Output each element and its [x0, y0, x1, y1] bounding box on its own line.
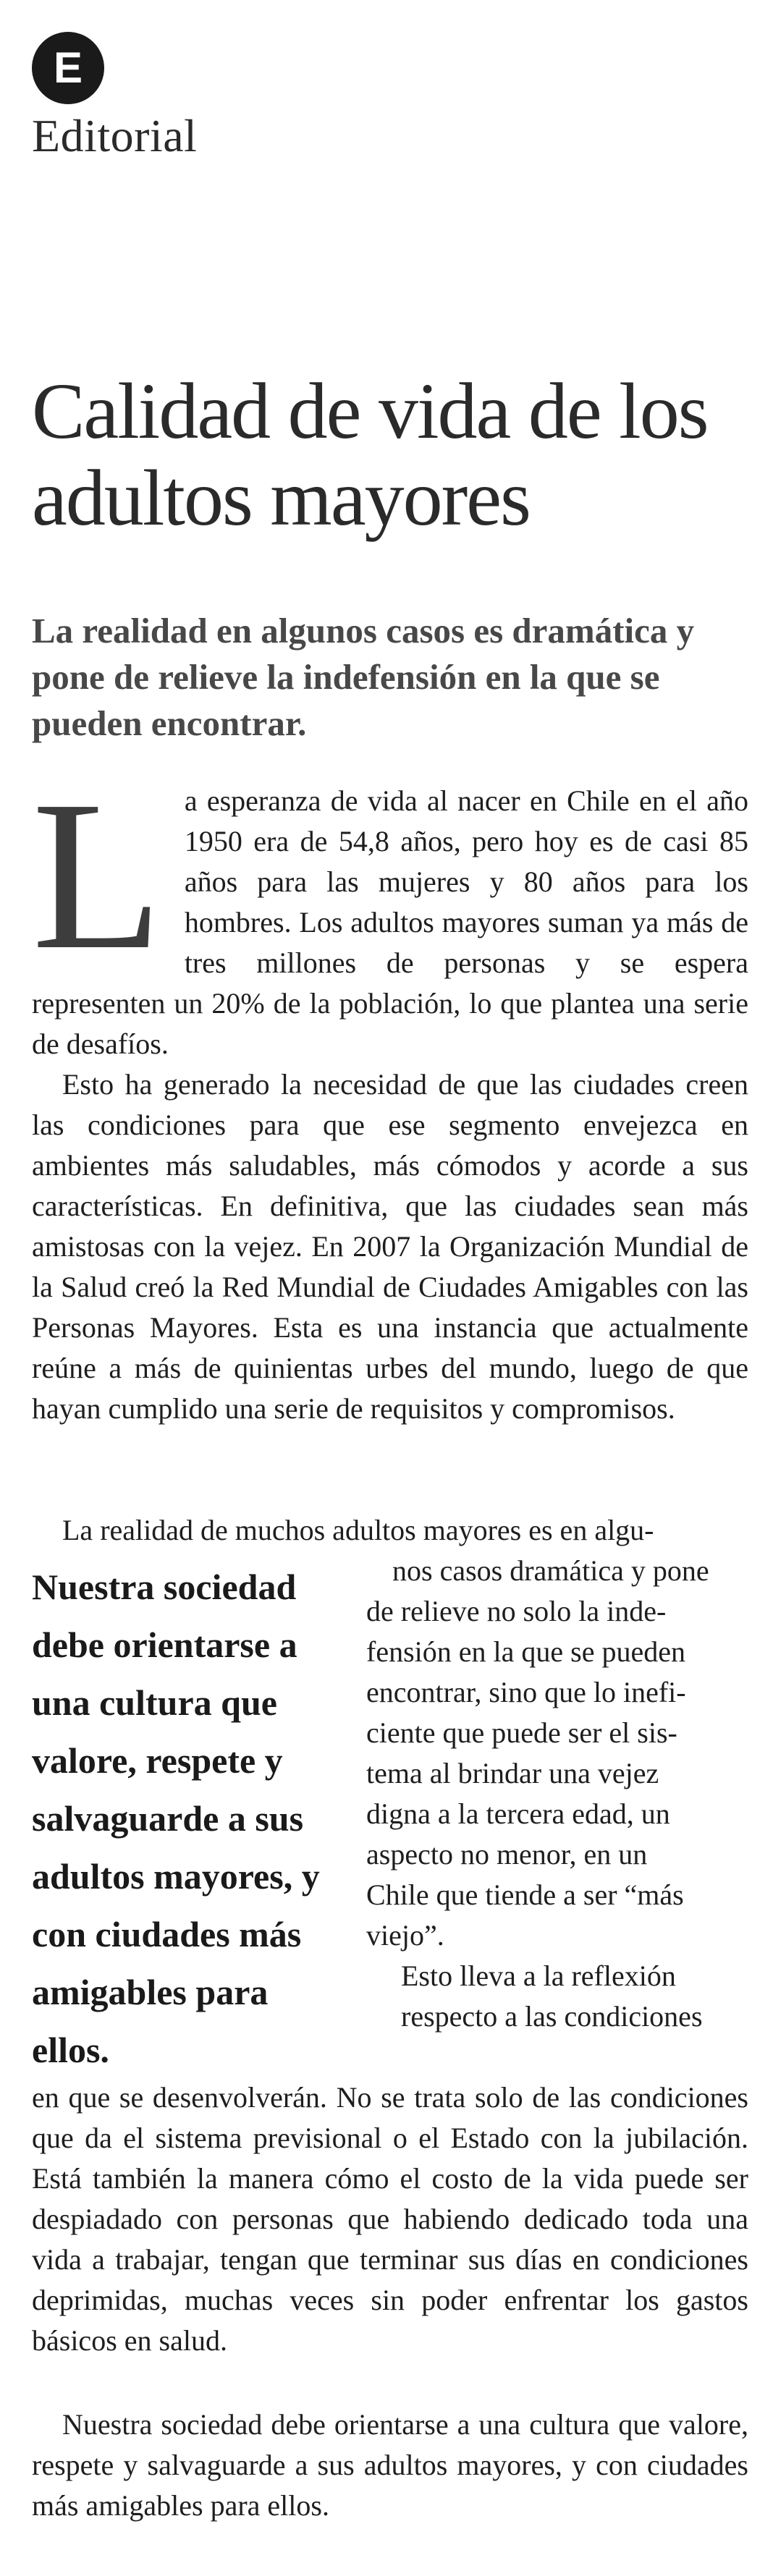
- paragraph-2: Esto ha generado la necesidad de que las ciudades creen las condiciones para que ese segmento envejezca en ambientes más saludables, más cómodos y acorde a sus características. En definitiva, que las ciudades sean más amistosas con la vejez. En 2007 la Organización Mundial de la Salud creó la Red Mundial de Ciudades Amigables con las Personas Mayores. Esta es una instancia que actualmente reúne a más de quinientas urbes del mundo, luego de que hayan cumplido una serie de requisitos y compromisos.: [32, 1068, 748, 1425]
- article-headline: Calidad de vida de los adultos mayores: [32, 367, 708, 542]
- section-label: Editorial: [32, 110, 198, 161]
- paragraph-1: [32, 757, 748, 1064]
- section-badge: [32, 32, 104, 104]
- column-line: digna a la tercera edad, un: [366, 1797, 670, 1830]
- column-line: Esto lleva a la reflexión: [401, 1959, 676, 1992]
- column-line: encontrar, sino que lo inefi-: [366, 1676, 686, 1708]
- column-line: respecto a las condiciones: [401, 2000, 703, 2033]
- paragraph-4-continued: en que se desenvolverán. No se trata solo de las condiciones que da el sistema previsional o el Estado con la jubilación. Está también la manera cómo el costo de la vida puede ser despiadado con personas que habiendo dedicado toda una vida a trabajar, tengan que terminar sus días en condiciones deprimidas, muchas veces sin poder enfrentar los gastos básicos en salud.: [32, 2081, 748, 2357]
- article-deck: La realidad en algunos casos es dramática y pone de relieve la indefensión en la que se pueden encontrar.: [32, 611, 695, 743]
- pull-quote: Nuestra sociedad debe orientarse a una cultura que valore, respete y salvaguarde a sus adultos mayores, y con ciudades más amigables para ellos.: [32, 1567, 320, 2070]
- drop-cap: L: [32, 757, 163, 994]
- section-badge-letter: E: [53, 43, 83, 92]
- column-line: aspecto no menor, en un: [366, 1838, 648, 1870]
- body-column: [366, 1551, 748, 2037]
- column-line: tema al brindar una vejez: [366, 1757, 659, 1789]
- column-line: de relieve no solo la inde-: [366, 1595, 667, 1627]
- paragraph-3-intro: La realidad de muchos adultos mayores es en algu-: [62, 1514, 654, 1546]
- column-line: fensión en la que se pueden: [366, 1635, 685, 1668]
- column-line: Chile que tiende a ser “más: [366, 1878, 684, 1911]
- column-line: viejo”.: [366, 1919, 444, 1952]
- paragraph-5: Nuestra sociedad debe orientarse a una cultura que valore, respete y salvaguarde a sus adultos mayores, y con ciudades más amigables para ellos.: [32, 2408, 748, 2522]
- pull-quote-section: [32, 1551, 748, 2077]
- column-line: nos casos dramática y pone: [392, 1554, 709, 1587]
- paragraph-1-text: a esperanza de vida al nacer en Chile en el año 1950 era de 54,8 años, pero hoy es de casi 85 años para las mujeres y 80 años para los hombres. Los adultos mayores suman ya más de tres millones de personas y se espera representen un 20% de la población, lo que plantea una serie de desafíos.: [32, 784, 748, 1060]
- column-line: ciente que puede ser el sis-: [366, 1716, 677, 1749]
